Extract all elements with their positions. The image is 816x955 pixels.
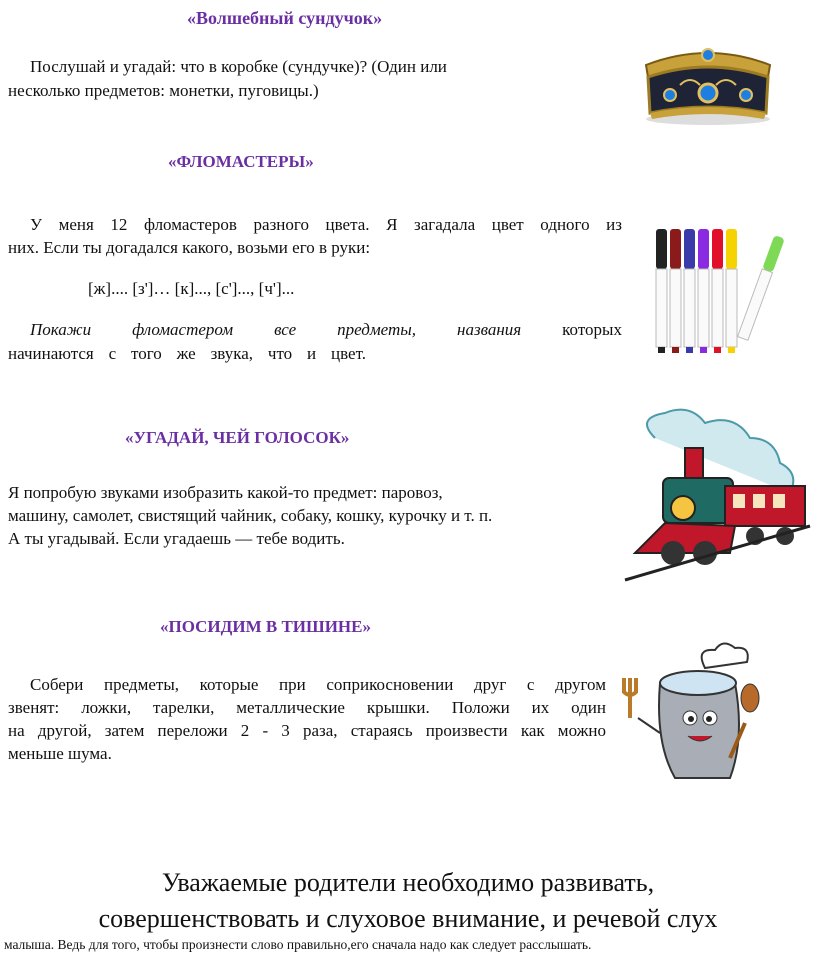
paragraph-line: Я попробую звуками изобразить какой-то предмет: паровоз, <box>8 483 443 502</box>
marker-1 <box>656 229 667 353</box>
paragraph-line: них. Если ты догадался какого, возьми его в руки: <box>8 238 371 257</box>
sound-list: [ж].... [з']… [к]..., [с']..., [ч']... <box>88 279 295 298</box>
jewel-chest-icon <box>640 35 776 130</box>
italic-instruction-line <box>30 318 622 341</box>
plain-word: которых <box>562 320 622 339</box>
marker-6 <box>726 229 737 353</box>
section-title-voice: «УГАДАЙ, ЧЕЙ ГОЛОСОК» <box>125 428 350 447</box>
italic-word: предметы, <box>337 320 417 339</box>
pot-chef-icon <box>620 648 775 788</box>
section-title-markers: «ФЛОМАСТЕРЫ» <box>168 152 314 171</box>
paragraph-line: Собери предметы, которые при соприкосновении друг с другом <box>30 675 606 694</box>
paragraph-line: меньше шума. <box>8 744 112 763</box>
marker-5 <box>712 229 723 353</box>
paragraph-line: машину, самолет, свистящий чайник, собаку, кошку, курочку и т. п. <box>8 506 493 525</box>
paragraph-line: Послушай и угадай: что в коробке (сундучке)? (Один или <box>30 57 447 76</box>
italic-word: названия <box>457 320 522 339</box>
marker-2 <box>670 229 681 353</box>
paragraph-line: звенят: ложки, тарелки, металлические крышки. Положи их один <box>8 698 606 717</box>
paragraph-line: несколько предметов: монетки, пуговицы.) <box>8 81 319 100</box>
closing-heading-line: Уважаемые родители необходимо развивать, <box>161 868 655 897</box>
closing-note: малыша. Ведь для того, чтобы произнести слово правильно,его сначала надо как следует расслышать. <box>4 937 592 952</box>
paragraph-line: А ты угадывай. Если угадаешь — тебе водить. <box>8 529 345 548</box>
section-title-chest: «Волшебный сундучок» <box>187 8 383 28</box>
paragraph-line: начинаются с того же звука, что и цвет. <box>8 344 366 363</box>
paragraph-line: У меня 12 фломастеров разного цвета. Я загадала цвет одного из <box>30 215 622 234</box>
marker-open <box>738 235 785 340</box>
marker-4 <box>698 229 709 353</box>
paragraph-line: на другой, затем переложи 2 - 3 раза, стараясь произвести как можно <box>8 721 606 740</box>
train-icon <box>625 408 810 593</box>
italic-word: Покажи <box>30 320 92 339</box>
italic-word: фломастером <box>132 320 234 339</box>
marker-3 <box>684 229 695 353</box>
closing-heading-line: совершенствовать и слуховое внимание, и речевой слух <box>98 904 718 933</box>
section-title-silence: «ПОСИДИМ В ТИШИНЕ» <box>160 617 371 636</box>
markers-icon <box>650 225 780 365</box>
italic-word: все <box>274 320 297 339</box>
